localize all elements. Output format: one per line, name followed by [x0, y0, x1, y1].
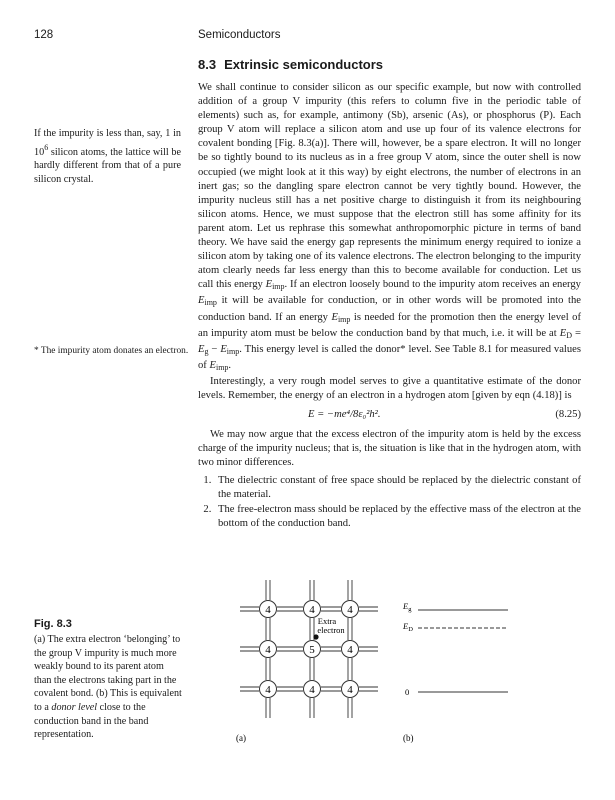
- ed-label: $E_D$: [403, 621, 413, 633]
- section-number: 8.3: [198, 57, 217, 72]
- atom-1-2: [304, 601, 321, 618]
- section-title: Extrinsic semiconductors: [224, 57, 384, 72]
- figure-label: Fig. 8.3: [34, 618, 72, 630]
- paragraph-3: We may now argue that the excess electron of the impurity atom is held by the excess charge of the impurity nucleus; that is, the situation is like that in the hydrogen atom, with two minor differences.: [198, 429, 581, 469]
- panel-a-label: (a): [236, 733, 246, 743]
- atom-impurity: [304, 641, 321, 658]
- extra-electron-label-2: electron: [317, 625, 345, 635]
- svg-text:4: 4: [265, 684, 271, 696]
- paragraph-2: Interestingly, a very rough model serves to give a quantitative estimate of the donor levels. Remember, the energy of an electron in a hydrogen atom [given by eqn (4.18)] is: [198, 375, 581, 401]
- list-item: 1. The dielectric constant of free space should be replaced by the dielectric constant of the material.: [214, 474, 581, 502]
- equation-expression: E = −me⁴/8ε₀²h².: [308, 409, 381, 421]
- equation-number: (8.25): [555, 409, 581, 421]
- atom-3-3: [342, 681, 359, 698]
- zero-label: 0: [405, 687, 410, 697]
- margin-note-donor: * The impurity atom donates an electron.: [34, 346, 189, 356]
- extra-electron-label: Extra: [317, 616, 337, 626]
- atom-2-1: [260, 641, 277, 658]
- svg-text:4: 4: [309, 684, 315, 696]
- svg-text:4: 4: [265, 644, 271, 656]
- paragraph-1: We shall continue to consider silicon as our specific example, but now with controlled addition of a group V impurity (this refers to column five in the periodic table of elements) such as, for example, antimony (Sb), arsenic (As), or phosphorus (P). Each group V atom will replace a silicon atom and use up four of its valence electrons for covalent bonding [Fig. 8.3(a)]. There will, however, be a spare electron. It will no longer be so tightly bound to its nucleus as in a free group V atom, since the outer shell is now occupied (we might look at it this way) by eight electrons, the number of electrons in an inert gas; so the dangling spare electron cannot be very tightly bound. However, the impurity nucleus still has a net positive charge to distinguish it from its neighbouring silicon atoms. Hence, we must suppose that the electron still has some affinity for its parent atom. Let us rephrase this somewhat anthropomorphic picture in terms of band theory. We have said the energy gap represents the minimum energy required to ionize a silicon atom by taking one of its valence electrons. The electron belonging to the impurity atom clearly needs far less energy than this to become available for conduction. Let us call this energy $E_{imp}$. If an electron loosely bound to the impurity atom receives an energy $E_{imp}$ it will be available for conduction, or in other words will be promoted into the conduction band. If an energy $E_{imp}$ is needed for the promotion then the energy level of an impurity atom must be below the conduction band by that much, i.e. it will be at $E_D = E_g - E_{imp}$. This energy level is called the donor* level. See Table 8.1 for measured values of $E_{imp}$.: [198, 82, 581, 372]
- list-item: 2. The free-electron mass should be replaced by the effective mass of the electron at the bottom of the conduction band.: [214, 503, 581, 531]
- svg-text:4: 4: [309, 604, 315, 616]
- svg-text:4: 4: [265, 604, 271, 616]
- eg-label: $E_g$: [403, 601, 412, 613]
- atom-3-1: [260, 681, 277, 698]
- svg-text:5: 5: [309, 644, 315, 656]
- svg-text:4: 4: [347, 604, 353, 616]
- atom-1-1: [260, 601, 277, 618]
- atom-2-3: [342, 641, 359, 658]
- figure-caption: (a) The extra electron ‘belonging’ to the group V impurity is much more weakly bound to its parent atom than the electrons taking part in the covalent bond. (b) This is equivalent to a donor level close to the conduction band in the band representation.: [34, 634, 182, 741]
- margin-note-impurity: If the impurity is less than, say, 1 in $10^6$ silicon atoms, the lattice will be hardly different from that of a pure silicon crystal.: [34, 128, 181, 185]
- page-number: 128: [34, 29, 54, 41]
- svg-text:4: 4: [347, 684, 353, 696]
- svg-text:4: 4: [347, 644, 353, 656]
- running-title: Semiconductors: [198, 29, 281, 41]
- band-diagram: [402, 601, 508, 697]
- extra-electron-dot: [313, 634, 318, 639]
- atom-1-3: [342, 601, 359, 618]
- atom-3-2: [304, 681, 321, 698]
- panel-b-label: (b): [403, 733, 414, 743]
- footnote-star: *: [400, 343, 406, 355]
